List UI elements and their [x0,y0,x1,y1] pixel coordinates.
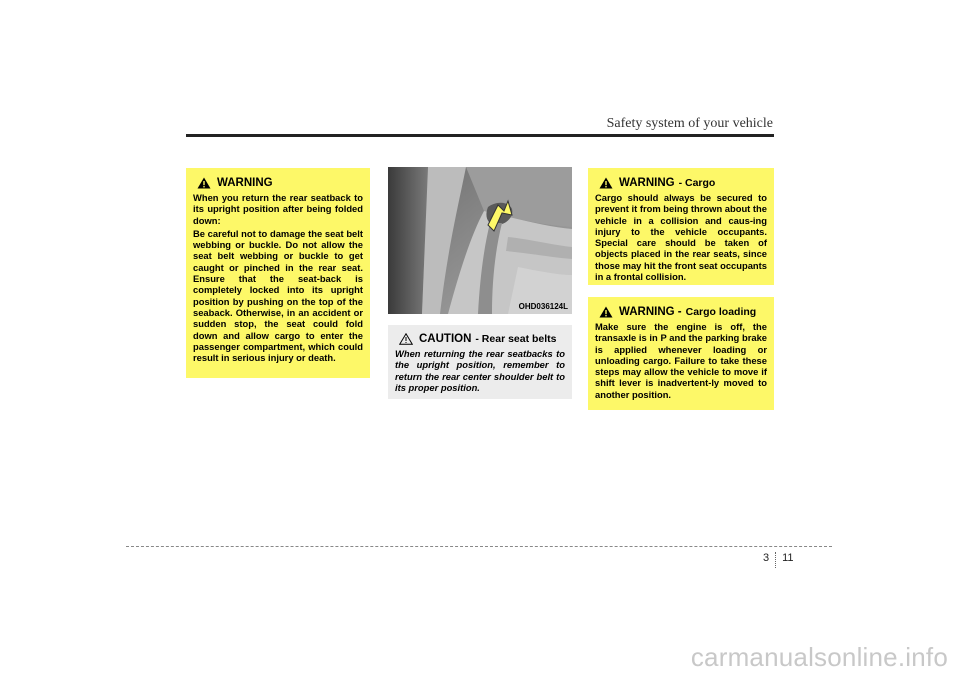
warning-box-cargo-loading [588,297,774,410]
warning-box-cargo [588,168,774,285]
warning-body-text: Be careful not to damage the seat belt webbing or buckle. Do not allow the seat belt webbing or buckle to get caught or pinched in the rear seat. Ensure that the seat-back is completely locked into its upright position by pushing on the top of the seaback. Otherwise, in an accident or sudden stop, the seat could fold down and allow cargo to enter the passenger compartment, which could result in serious injury or death. [193,227,363,364]
warning-label: WARNING [619,177,675,189]
caution-heading [399,333,565,345]
watermark-text: carmanualsonline.info [690,642,948,672]
photo-code: OHD036124L [518,302,568,311]
warning-heading [197,177,363,189]
header-rule [186,134,774,137]
warning-heading [599,177,767,189]
page-number-value: 11 [782,552,794,564]
warning-triangle-icon [197,177,211,189]
warning-subheading: - Cargo [678,177,716,189]
warning-triangle-icon [599,306,613,318]
warning-body-text: Cargo should always be secured to prevent it from being thrown about the vehicle in a collision and caus-ing injury to the vehicle occupants. Special care should be taken of objects placed in the rear seats, since those may hit the front seat occupants in a frontal collision. [595,192,767,283]
warning-label: WARNING [217,177,273,189]
warning-subheading: Cargo loading [685,306,757,318]
seat-illustration [388,167,572,314]
caution-triangle-icon [399,333,413,345]
warning-lead-text: When you return the rear seatback to its upright position after being folded down: [193,192,363,226]
caution-label: CAUTION [419,333,472,345]
caution-subheading: - Rear seat belts [475,333,557,345]
warning-triangle-icon [599,177,613,189]
chapter-number: 3 [763,552,770,564]
caution-box-rear-belts [388,325,572,399]
warning-body-text: Make sure the engine is off, the transaxle is in P and the parking brake is applied whenever loading or unloading cargo. Failure to take these steps may allow the vehicle to move if shift lever is inadvertent-ly moved to another position. [595,321,767,400]
caution-body-text: When returning the rear seatbacks to the upright position, remember to return the rear center shoulder belt to its proper position. [395,348,565,393]
page-header-title: Safety system of your vehicle [606,116,773,131]
page-number-separator [775,552,776,568]
page-number [763,552,794,568]
warning-label: WARNING - [619,306,682,318]
seatback-belt-photo [388,167,572,314]
warning-box-seatback [186,168,370,378]
warning-heading [599,306,767,318]
footer-rule [126,546,832,547]
